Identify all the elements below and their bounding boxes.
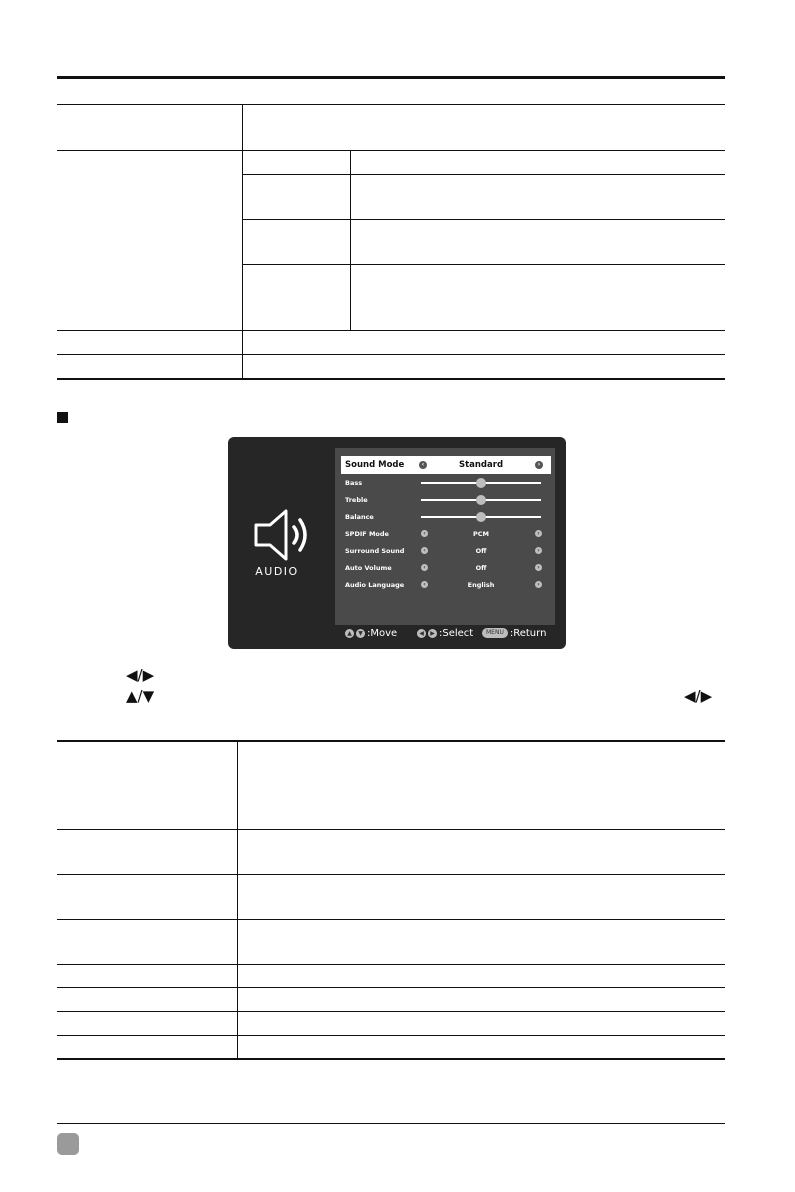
table1-col-divider (242, 104, 243, 378)
menu-row-audio-language[interactable] (335, 577, 555, 593)
table2-row-line (57, 1011, 725, 1012)
table1-row-line (57, 150, 725, 151)
slider-knob[interactable] (476, 478, 486, 488)
menu-row-label: Treble (345, 496, 368, 504)
menu-row-sound-mode[interactable] (341, 456, 551, 474)
menu-row-bass[interactable] (335, 475, 555, 491)
left-right-arrows-icon: ◀/▶ (126, 666, 155, 684)
down-button-icon: ▼ (356, 629, 365, 638)
table2-row-line (57, 987, 725, 988)
footer-rule (57, 1123, 725, 1124)
menu-row-label: Audio Language (345, 581, 405, 589)
chevron-right-icon[interactable]: › (535, 564, 542, 571)
left-right-arrows-icon: ◀/▶ (684, 687, 713, 705)
footer-move-hint (345, 627, 397, 641)
table2-row-line (57, 829, 725, 830)
table1-subrow-line (242, 264, 725, 265)
left-button-icon: ◀ (417, 629, 426, 638)
table2-row-line (57, 964, 725, 965)
chevron-left-icon[interactable]: ‹ (421, 581, 428, 588)
menu-button-icon: MENU (482, 628, 508, 638)
table2-top-rule (57, 740, 725, 742)
menu-row-balance[interactable] (335, 509, 555, 525)
menu-row-treble[interactable] (335, 492, 555, 508)
menu-row-value: Standard (458, 460, 504, 470)
chevron-right-icon[interactable]: › (535, 581, 542, 588)
audio-menu-list (335, 448, 555, 625)
table1-subrow-line (242, 219, 725, 220)
menu-row-label: Auto Volume (345, 564, 392, 572)
slider-knob[interactable] (476, 495, 486, 505)
table1-row-line (57, 104, 725, 105)
menu-row-surround-sound[interactable] (335, 543, 555, 559)
menu-row-value: English (467, 581, 495, 589)
footer-move-label: :Move (367, 628, 398, 639)
up-down-arrows-icon: ▲/▼ (126, 687, 155, 705)
table2-row-line (57, 1035, 725, 1036)
menu-row-auto-volume[interactable] (335, 560, 555, 576)
speaker-icon (252, 507, 316, 563)
up-button-icon: ▲ (345, 629, 354, 638)
slider-knob[interactable] (476, 512, 486, 522)
table2-bottom-rule (57, 1058, 725, 1060)
table1-subcol-divider (350, 150, 351, 330)
osd-title: AUDIO (255, 565, 299, 578)
table1-subrow-line (242, 174, 725, 175)
footer-select-label: :Select (439, 628, 474, 639)
footer-return-hint (482, 627, 546, 641)
table2-row-line (57, 919, 725, 920)
table2-col-divider (237, 742, 238, 1060)
table1-bottom-rule (57, 378, 725, 380)
chevron-left-icon[interactable]: ‹ (421, 530, 428, 537)
table2-row-line (57, 874, 725, 875)
menu-row-value: Off (475, 547, 487, 555)
table1-row-line (57, 354, 725, 355)
menu-row-value: Off (475, 564, 487, 572)
chevron-right-icon[interactable]: › (535, 547, 542, 554)
page-number-badge (57, 1133, 79, 1155)
section-bullet (57, 412, 68, 423)
menu-row-label: Balance (345, 513, 374, 521)
balance-slider[interactable] (421, 516, 541, 518)
table1-row-line (57, 330, 725, 331)
right-button-icon: ▶ (428, 629, 437, 638)
menu-row-label: SPDIF Mode (345, 530, 389, 538)
menu-row-value: PCM (472, 530, 489, 538)
footer-return-label: :Return (509, 628, 547, 639)
chevron-left-icon[interactable]: ‹ (421, 547, 428, 554)
bass-slider[interactable] (421, 482, 541, 484)
chevron-right-icon[interactable]: › (535, 461, 543, 469)
menu-row-label: Sound Mode (345, 460, 405, 470)
footer-select-hint (417, 627, 473, 641)
menu-row-spdif-mode[interactable] (335, 526, 555, 542)
top-rule (57, 76, 725, 79)
treble-slider[interactable] (421, 499, 541, 501)
chevron-right-icon[interactable]: › (535, 530, 542, 537)
menu-row-label: Bass (345, 479, 363, 487)
chevron-left-icon[interactable]: ‹ (419, 461, 427, 469)
chevron-left-icon[interactable]: ‹ (421, 564, 428, 571)
menu-row-label: Surround Sound (345, 547, 405, 555)
